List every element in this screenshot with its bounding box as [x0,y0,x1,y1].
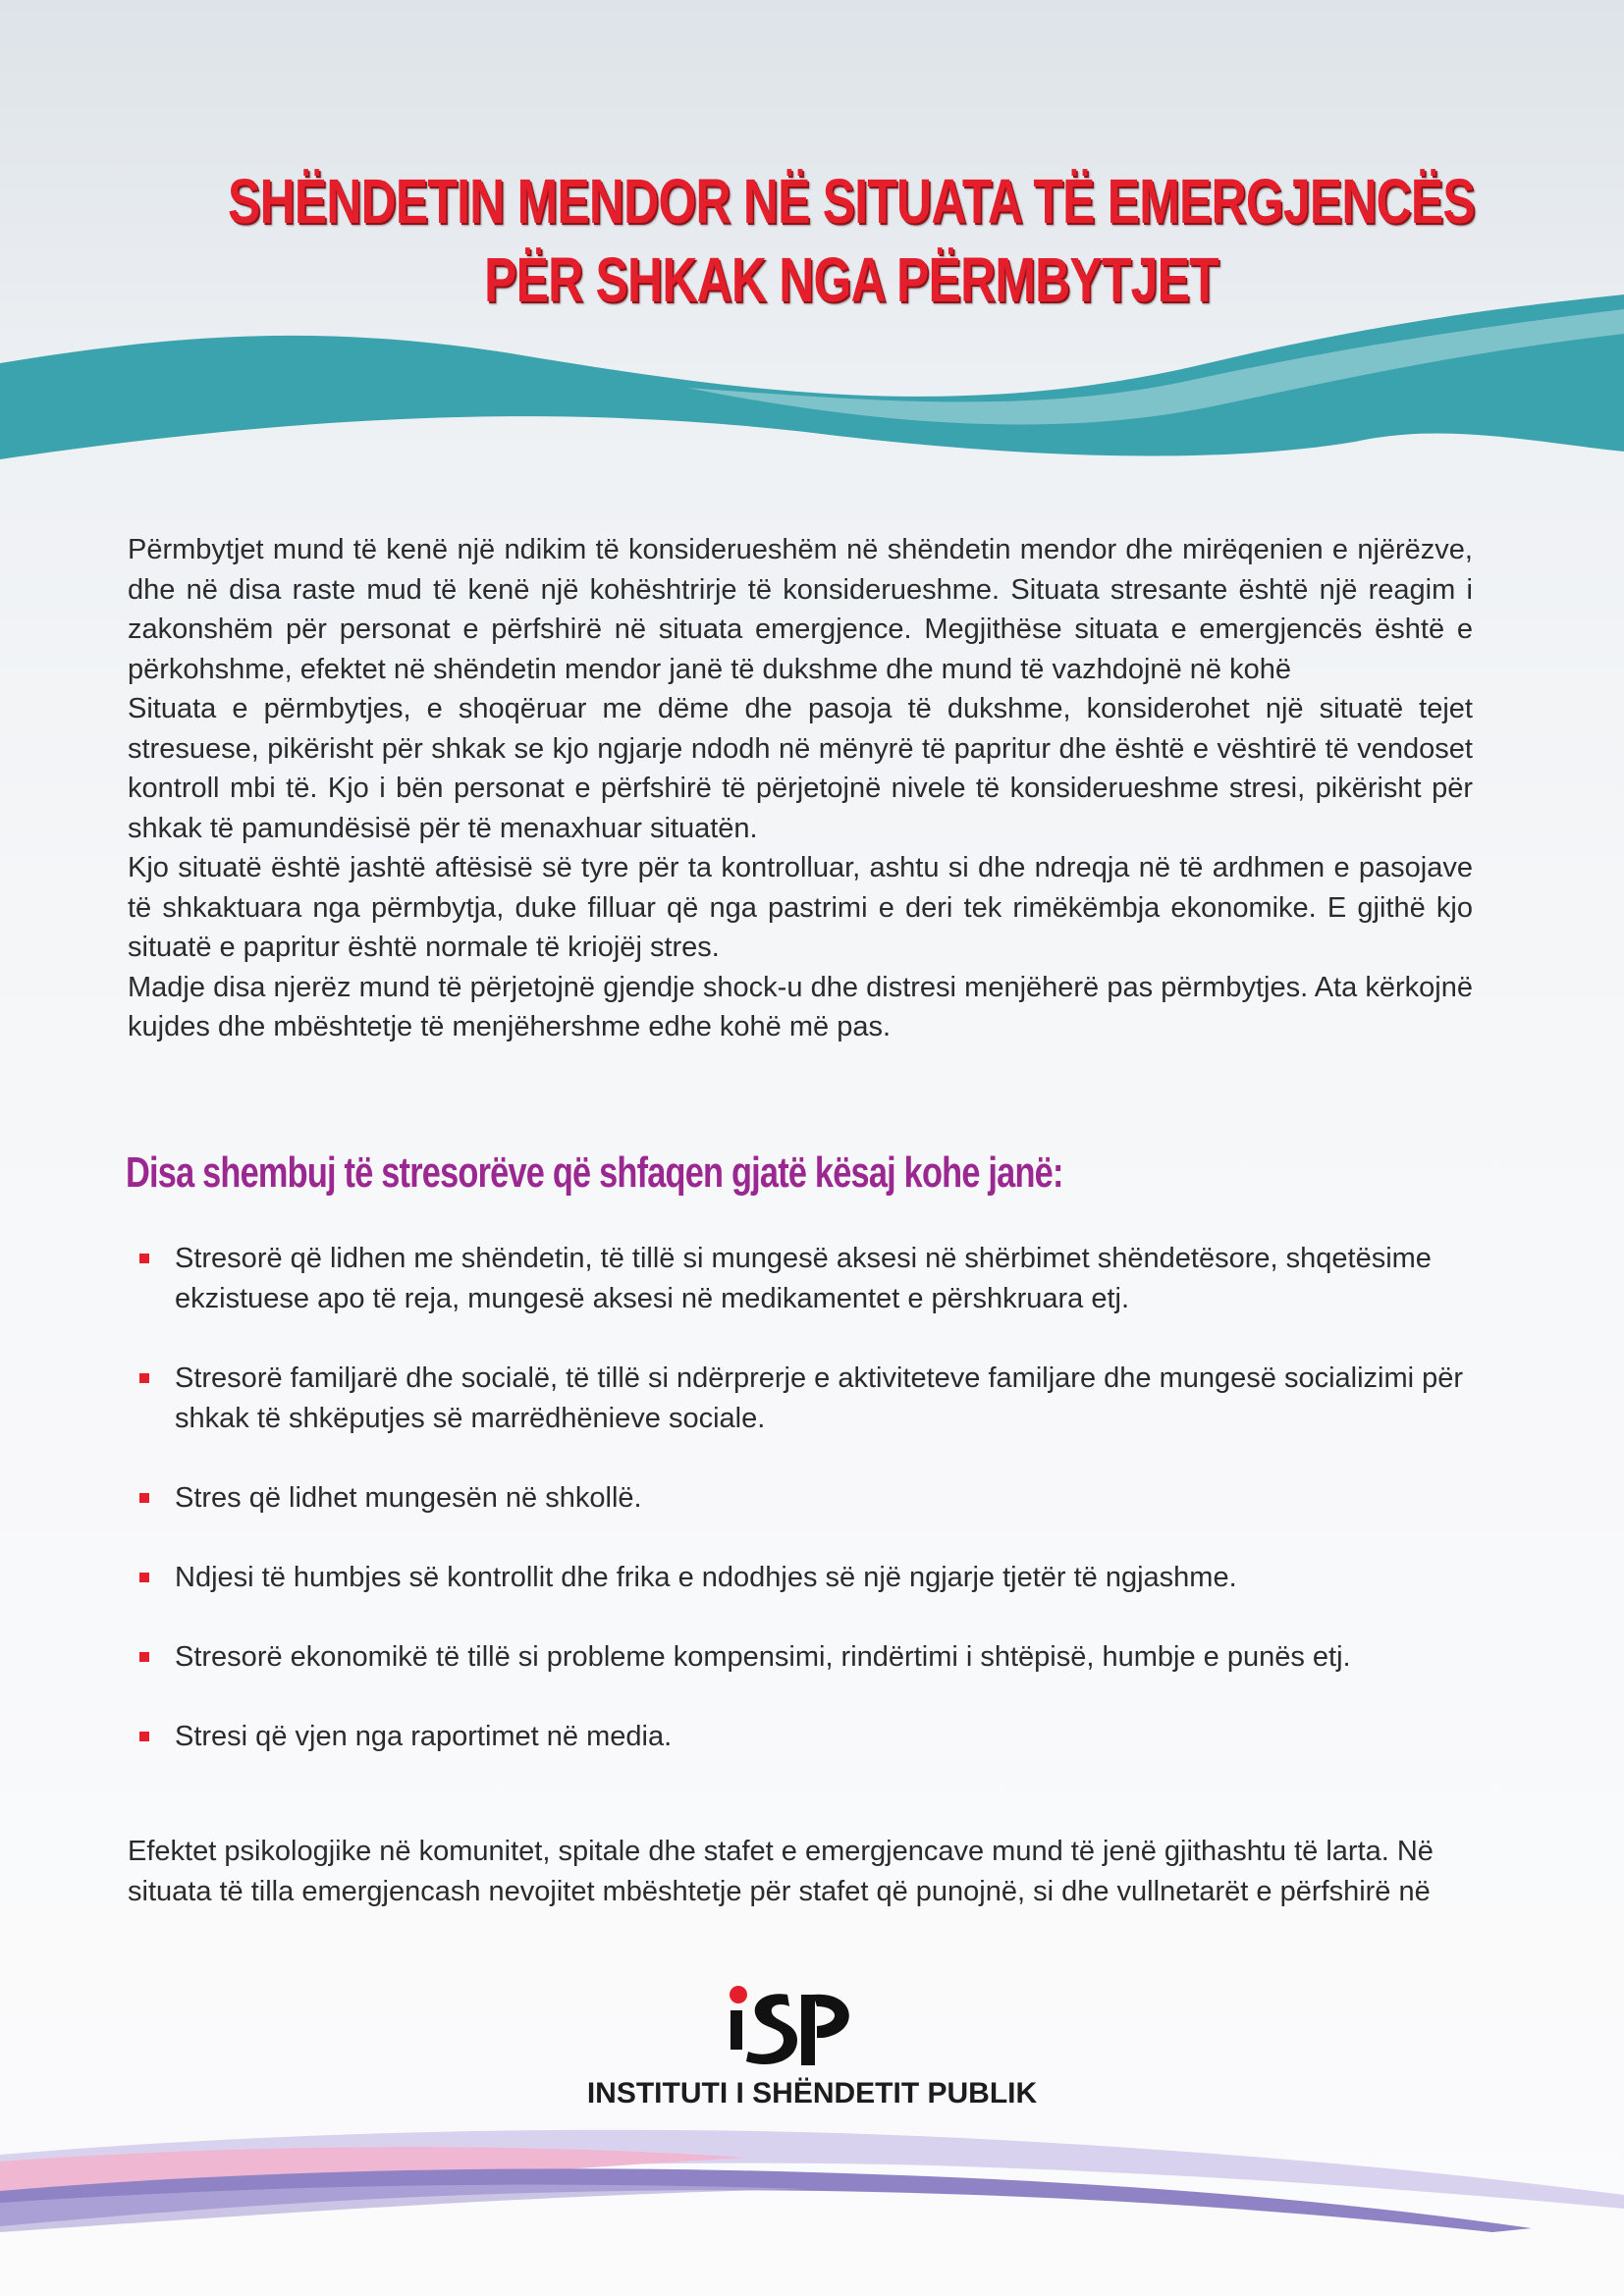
bullet-icon [139,1373,149,1383]
list-item-text: Stresorë që lidhen me shëndetin, të tillë si mungesë aksesi në shërbimet shëndetësore, shqetësime ekzistuese apo të reja, mungesë aksesi në medikamentet e përshkruara etj. [175,1243,1432,1314]
list-item-text: Stresorë ekonomikë të tillë si probleme kompensimi, rindërtimi i shtëpisë, humbje e punës etj. [175,1641,1351,1673]
top-wave-decoration [0,294,1624,491]
closing-paragraph: Efektet psikologjike në komunitet, spitale dhe stafet e emergjencave mund të jenë gjithashtu të larta. Në situata të tilla emergjencash nevojitet mbështetje për stafet që punojnë, si dhe vullnetarët e përfshirë në [128,1836,1434,1907]
intro-text [128,530,1473,1047]
title-line-2: PËR SHKAK NGA PËRMBYTJET [484,244,1218,315]
list-item-text: Stresi që vjen nga raportimet në media. [175,1721,673,1752]
intro-paragraph: Madje disa njerëz mund të përjetojnë gjendje shock-u dhe distresi menjëherë pas përmbytjes. Ata kërkojnë kujdes dhe mbështetje të menjëhershme edhe kohë më pas. [128,971,1473,1042]
bullet-icon [139,1254,149,1263]
intro-paragraph: Kjo situatë është jashtë aftësisë së tyre për ta kontrolluar, ashtu si dhe ndreqja në të ardhmen e pasojave të shkaktuara nga përmbytja, duke filluar që nga pastrimi e deri tek rimëkëmbja ekonomike. E gjithë kjo situatë e papritur është normale të kriojëj stres. [128,852,1473,963]
list-item [135,1359,1471,1439]
list-item [135,1239,1471,1319]
bullet-icon [139,1732,149,1741]
bullet-icon [139,1493,149,1503]
stressors-heading: Disa shembuj të stresorëve që shfaqen gjatë kësaj kohe janë: [126,1148,1063,1197]
bullet-icon [139,1652,149,1662]
list-item [135,1478,1471,1519]
list-item [135,1717,1471,1757]
bottom-wave-decoration [0,2101,1624,2238]
list-item-text: Stres që lidhet mungesën në shkollë. [175,1482,642,1514]
bullet-icon [139,1573,149,1582]
list-item [135,1637,1471,1678]
list-item-text: Ndjesi të humbjes së kontrollit dhe frika e ndodhjes së një ngjarje tjetër të ngjashme. [175,1562,1237,1593]
list-item [135,1558,1471,1598]
list-item-text: Stresorë familjarë dhe socialë, të tillë si ndërprerje e aktiviteteve familjare dhe mungesë socializimi për shkak të shkëputjes së marrëdhënieve sociale. [175,1362,1464,1434]
organization-name: INSTITUTI I SHËNDETIT PUBLIK [586,2077,1038,2109]
isp-logo [719,1981,866,2069]
stressors-list [135,1239,1471,1757]
intro-paragraph: Situata e përmbytjes, e shoqëruar me dëme dhe pasoja të dukshme, konsiderohet një situatë tejet stresuese, pikërisht për shkak se kjo ngjarje ndodh në mënyrë të papritur dhe është e vështirë të vendoset kontroll mbi të. Kjo i bën personat e përfshirë të përjetojnë nivele të konsiderueshme stresi, pikërisht për shkak të pamundësisë për të menaxhuar situatën. [128,693,1473,844]
title-line-1: SHËNDETIN MENDOR NË SITUATA TË EMERGJENCËS [228,166,1475,237]
intro-paragraph: Përmbytjet mund të kenë një ndikim të konsiderueshëm në shëndetin mendor dhe mirëqenien e njërëzve, dhe në disa raste mud të kenë një kohështrirje të konsiderueshme. Situata stresante është një reagim i zakonshëm për personat e përfshirë në situata emergjence. Megjithëse situata e emergjencës është e përkohshme, efektet në shëndetin mendor janë të dukshme dhe mund të vazhdojnë në kohë [128,534,1473,685]
